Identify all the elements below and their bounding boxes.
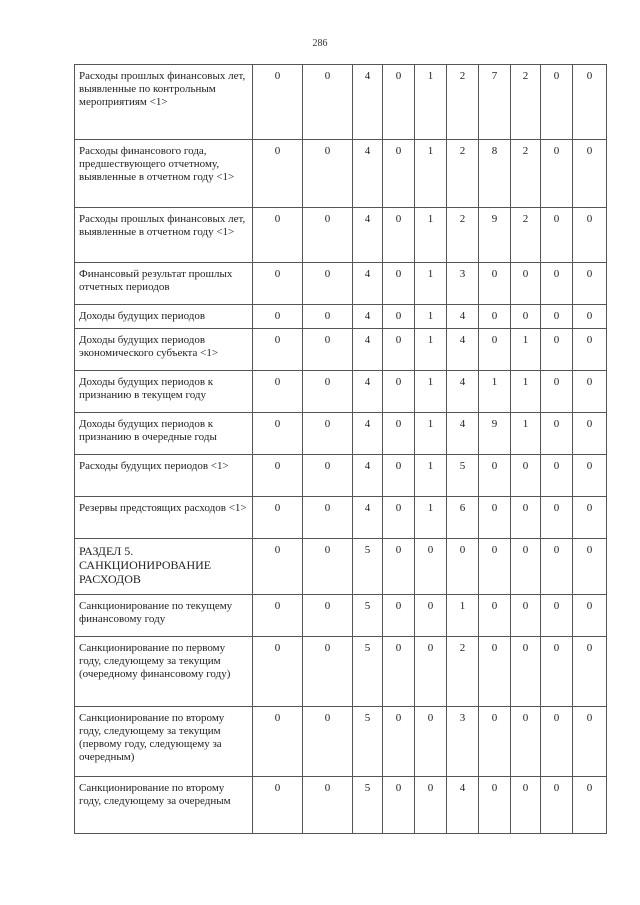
- code-digit-6: 4: [447, 777, 479, 834]
- code-digit-2: 0: [303, 777, 353, 834]
- code-digit-5: 0: [415, 777, 447, 834]
- code-digit-7: 7: [479, 65, 511, 140]
- row-label: Расходы будущих периодов <1>: [75, 455, 253, 497]
- code-digit-10: 0: [573, 413, 607, 455]
- code-digit-3: 4: [353, 263, 383, 305]
- code-digit-4: 0: [383, 637, 415, 707]
- code-digit-8: 0: [511, 707, 541, 777]
- code-digit-9: 0: [541, 305, 573, 329]
- code-digit-4: 0: [383, 208, 415, 263]
- code-digit-9: 0: [541, 777, 573, 834]
- row-label: Доходы будущих периодов к признанию в очередные годы: [75, 413, 253, 455]
- code-digit-1: 0: [253, 263, 303, 305]
- code-digit-5: 0: [415, 637, 447, 707]
- row-label: Санкционирование по текущему финансовому году: [75, 595, 253, 637]
- table-body: [75, 65, 607, 834]
- code-digit-3: 5: [353, 777, 383, 834]
- code-digit-4: 0: [383, 455, 415, 497]
- table-row: [75, 707, 607, 777]
- code-digit-5: 1: [415, 65, 447, 140]
- code-digit-4: 0: [383, 497, 415, 539]
- code-digit-3: 4: [353, 305, 383, 329]
- code-digit-4: 0: [383, 65, 415, 140]
- code-digit-1: 0: [253, 539, 303, 595]
- code-digit-5: 1: [415, 497, 447, 539]
- code-digit-1: 0: [253, 305, 303, 329]
- code-digit-1: 0: [253, 455, 303, 497]
- code-digit-4: 0: [383, 595, 415, 637]
- code-digit-6: 0: [447, 539, 479, 595]
- table-row: [75, 329, 607, 371]
- row-label: Расходы прошлых финансовых лет, выявленные в отчетном году <1>: [75, 208, 253, 263]
- code-digit-3: 4: [353, 329, 383, 371]
- code-digit-9: 0: [541, 208, 573, 263]
- code-digit-5: 1: [415, 329, 447, 371]
- code-digit-9: 0: [541, 371, 573, 413]
- code-digit-3: 5: [353, 637, 383, 707]
- row-label: Расходы финансового года, предшествующего отчетному, выявленные в отчетном году <1>: [75, 140, 253, 208]
- code-digit-7: 0: [479, 329, 511, 371]
- code-digit-8: 2: [511, 140, 541, 208]
- table-row: [75, 595, 607, 637]
- code-digit-3: 4: [353, 455, 383, 497]
- code-digit-8: 0: [511, 305, 541, 329]
- code-digit-9: 0: [541, 595, 573, 637]
- code-digit-1: 0: [253, 140, 303, 208]
- row-label: Санкционирование по второму году, следующему за текущим (первому году, следующему за очередным): [75, 707, 253, 777]
- code-digit-5: 1: [415, 455, 447, 497]
- table-row: [75, 637, 607, 707]
- code-digit-6: 4: [447, 413, 479, 455]
- code-digit-8: 1: [511, 329, 541, 371]
- code-digit-5: 0: [415, 595, 447, 637]
- code-digit-3: 4: [353, 208, 383, 263]
- code-digit-3: 5: [353, 539, 383, 595]
- code-digit-7: 8: [479, 140, 511, 208]
- code-digit-7: 0: [479, 539, 511, 595]
- code-digit-1: 0: [253, 371, 303, 413]
- code-digit-6: 2: [447, 208, 479, 263]
- code-digit-5: 1: [415, 413, 447, 455]
- code-digit-5: 1: [415, 140, 447, 208]
- code-digit-5: 1: [415, 305, 447, 329]
- code-digit-6: 4: [447, 329, 479, 371]
- code-digit-3: 5: [353, 707, 383, 777]
- code-digit-10: 0: [573, 497, 607, 539]
- code-digit-1: 0: [253, 413, 303, 455]
- code-digit-7: 0: [479, 305, 511, 329]
- code-digit-2: 0: [303, 371, 353, 413]
- code-digit-3: 4: [353, 371, 383, 413]
- row-label: Расходы прошлых финансовых лет, выявленные по контрольным мероприятиям <1>: [75, 65, 253, 140]
- code-digit-6: 4: [447, 371, 479, 413]
- code-digit-2: 0: [303, 305, 353, 329]
- table-row: [75, 777, 607, 834]
- code-digit-10: 0: [573, 637, 607, 707]
- code-digit-3: 5: [353, 595, 383, 637]
- code-digit-10: 0: [573, 263, 607, 305]
- code-digit-4: 0: [383, 707, 415, 777]
- code-digit-2: 0: [303, 595, 353, 637]
- code-digit-10: 0: [573, 305, 607, 329]
- code-digit-2: 0: [303, 263, 353, 305]
- code-digit-2: 0: [303, 707, 353, 777]
- code-digit-10: 0: [573, 455, 607, 497]
- account-codes-table: [74, 64, 607, 834]
- code-digit-7: 0: [479, 595, 511, 637]
- code-digit-6: 4: [447, 305, 479, 329]
- code-digit-1: 0: [253, 329, 303, 371]
- code-digit-3: 4: [353, 497, 383, 539]
- code-digit-2: 0: [303, 208, 353, 263]
- row-label: Санкционирование по второму году, следующему за очередным: [75, 777, 253, 834]
- code-digit-4: 0: [383, 305, 415, 329]
- code-digit-10: 0: [573, 329, 607, 371]
- code-digit-1: 0: [253, 65, 303, 140]
- code-digit-8: 0: [511, 777, 541, 834]
- code-digit-9: 0: [541, 707, 573, 777]
- code-digit-8: 0: [511, 637, 541, 707]
- table-row: [75, 263, 607, 305]
- code-digit-8: 2: [511, 208, 541, 263]
- row-label: Резервы предстоящих расходов <1>: [75, 497, 253, 539]
- table-row: [75, 413, 607, 455]
- code-digit-8: 0: [511, 539, 541, 595]
- code-digit-2: 0: [303, 497, 353, 539]
- table-row: [75, 208, 607, 263]
- code-digit-4: 0: [383, 371, 415, 413]
- code-digit-7: 0: [479, 455, 511, 497]
- table-row: [75, 65, 607, 140]
- table-row: [75, 305, 607, 329]
- section-row: [75, 539, 607, 595]
- code-digit-7: 9: [479, 413, 511, 455]
- code-digit-5: 1: [415, 263, 447, 305]
- row-label: Финансовый результат прошлых отчетных периодов: [75, 263, 253, 305]
- code-digit-10: 0: [573, 595, 607, 637]
- section-title: РАЗДЕЛ 5. САНКЦИОНИРОВАНИЕ РАСХОДОВ: [75, 539, 253, 595]
- row-label: Доходы будущих периодов к признанию в текущем году: [75, 371, 253, 413]
- code-digit-5: 0: [415, 539, 447, 595]
- table-row: [75, 371, 607, 413]
- code-digit-10: 0: [573, 777, 607, 834]
- code-digit-9: 0: [541, 263, 573, 305]
- code-digit-4: 0: [383, 777, 415, 834]
- code-digit-8: 0: [511, 497, 541, 539]
- code-digit-9: 0: [541, 637, 573, 707]
- code-digit-3: 4: [353, 65, 383, 140]
- code-digit-9: 0: [541, 65, 573, 140]
- code-digit-6: 2: [447, 140, 479, 208]
- code-digit-2: 0: [303, 329, 353, 371]
- code-digit-7: 0: [479, 707, 511, 777]
- code-digit-6: 3: [447, 263, 479, 305]
- code-digit-2: 0: [303, 65, 353, 140]
- code-digit-10: 0: [573, 371, 607, 413]
- code-digit-1: 0: [253, 707, 303, 777]
- code-digit-6: 2: [447, 65, 479, 140]
- code-digit-1: 0: [253, 497, 303, 539]
- code-digit-2: 0: [303, 413, 353, 455]
- code-digit-6: 3: [447, 707, 479, 777]
- code-digit-7: 1: [479, 371, 511, 413]
- code-digit-4: 0: [383, 539, 415, 595]
- code-digit-10: 0: [573, 208, 607, 263]
- row-label: Доходы будущих периодов экономического субъекта <1>: [75, 329, 253, 371]
- row-label: Доходы будущих периодов: [75, 305, 253, 329]
- code-digit-6: 2: [447, 637, 479, 707]
- code-digit-2: 0: [303, 539, 353, 595]
- code-digit-1: 0: [253, 208, 303, 263]
- code-digit-10: 0: [573, 140, 607, 208]
- table-row: [75, 140, 607, 208]
- code-digit-7: 0: [479, 637, 511, 707]
- code-digit-1: 0: [253, 637, 303, 707]
- code-digit-9: 0: [541, 455, 573, 497]
- code-digit-7: 0: [479, 777, 511, 834]
- code-digit-9: 0: [541, 140, 573, 208]
- page-number: 286: [312, 38, 328, 49]
- table-row: [75, 497, 607, 539]
- code-digit-2: 0: [303, 637, 353, 707]
- code-digit-10: 0: [573, 539, 607, 595]
- code-digit-7: 0: [479, 263, 511, 305]
- row-label: Санкционирование по первому году, следующему за текущим (очередному финансовому году): [75, 637, 253, 707]
- code-digit-7: 9: [479, 208, 511, 263]
- code-digit-8: 2: [511, 65, 541, 140]
- code-digit-1: 0: [253, 595, 303, 637]
- code-digit-4: 0: [383, 413, 415, 455]
- code-digit-2: 0: [303, 140, 353, 208]
- code-digit-9: 0: [541, 539, 573, 595]
- code-digit-10: 0: [573, 65, 607, 140]
- code-digit-7: 0: [479, 497, 511, 539]
- code-digit-3: 4: [353, 140, 383, 208]
- code-digit-3: 4: [353, 413, 383, 455]
- code-digit-5: 1: [415, 208, 447, 263]
- code-digit-6: 6: [447, 497, 479, 539]
- table-row: [75, 455, 607, 497]
- code-digit-6: 1: [447, 595, 479, 637]
- code-digit-5: 1: [415, 371, 447, 413]
- code-digit-8: 1: [511, 413, 541, 455]
- code-digit-2: 0: [303, 455, 353, 497]
- code-digit-1: 0: [253, 777, 303, 834]
- code-digit-8: 0: [511, 595, 541, 637]
- code-digit-9: 0: [541, 413, 573, 455]
- code-digit-9: 0: [541, 497, 573, 539]
- code-digit-9: 0: [541, 329, 573, 371]
- code-digit-8: 0: [511, 455, 541, 497]
- code-digit-4: 0: [383, 329, 415, 371]
- code-digit-4: 0: [383, 140, 415, 208]
- code-digit-8: 1: [511, 371, 541, 413]
- code-digit-10: 0: [573, 707, 607, 777]
- code-digit-6: 5: [447, 455, 479, 497]
- code-digit-5: 0: [415, 707, 447, 777]
- code-digit-4: 0: [383, 263, 415, 305]
- code-digit-8: 0: [511, 263, 541, 305]
